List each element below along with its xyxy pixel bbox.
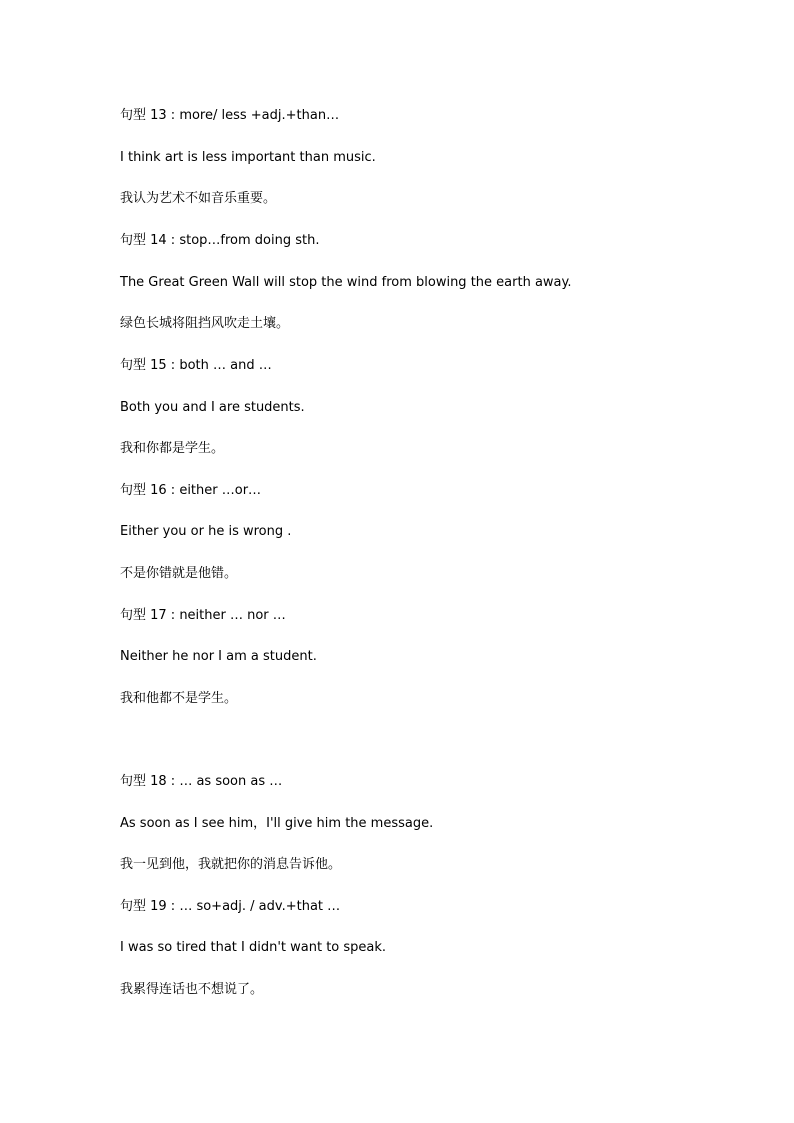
pattern-16-example-en: Either you or he is wrong . — [120, 524, 292, 539]
pattern-19-example-zh: 我累得连话也不想说了。 — [120, 982, 264, 997]
pattern-13-example-zh: 我认为艺术不如音乐重要。 — [120, 191, 277, 206]
pattern-17-example-zh: 我和他都不是学生。 — [120, 691, 238, 706]
pattern-18-example-en: As soon as I see him，I'll give him the message. — [120, 816, 434, 831]
pattern-13-heading: 句型 13 : more/ less +adj.+than… — [120, 108, 340, 123]
pattern-16-example-zh: 不是你错就是他错。 — [120, 566, 238, 581]
pattern-14-example-en: The Great Green Wall will stop the wind from blowing the earth away. — [120, 275, 572, 290]
pattern-17-heading: 句型 17 : neither … nor … — [120, 608, 286, 623]
pattern-19-heading: 句型 19 : … so+adj. / adv.+that … — [120, 899, 341, 914]
pattern-19-example-en: I was so tired that I didn't want to speak. — [120, 940, 387, 955]
pattern-15-heading: 句型 15 : both … and … — [120, 358, 272, 373]
pattern-18-example-zh: 我一见到他，我就把你的消息告诉他。 — [120, 857, 342, 872]
pattern-18-heading: 句型 18 : … as soon as … — [120, 774, 283, 789]
pattern-13-example-en: I think art is less important than music. — [120, 150, 376, 165]
pattern-14-example-zh: 绿色长城将阻挡风吹走土壤。 — [120, 316, 290, 331]
pattern-16-heading: 句型 16 : either …or… — [120, 483, 262, 498]
pattern-14-heading: 句型 14 : stop…from doing sth. — [120, 233, 320, 248]
pattern-15-example-en: Both you and I are students. — [120, 400, 305, 415]
pattern-15-example-zh: 我和你都是学生。 — [120, 441, 225, 456]
pattern-17-example-en: Neither he nor I am a student. — [120, 649, 317, 664]
